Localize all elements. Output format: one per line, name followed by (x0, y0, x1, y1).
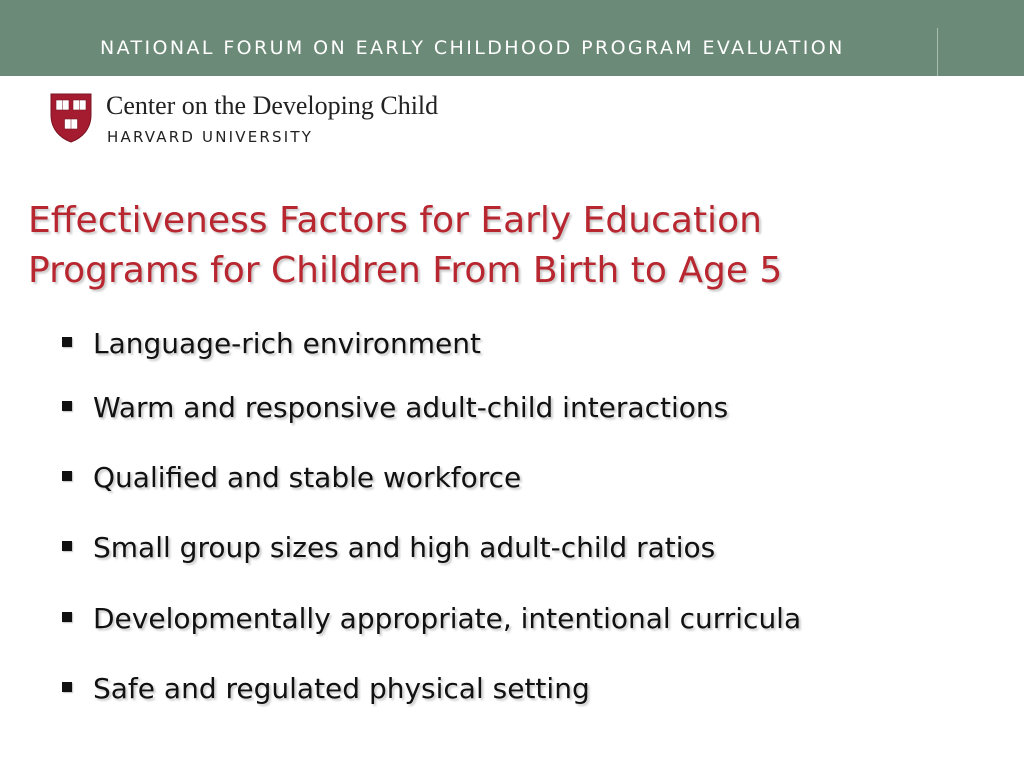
square-bullet-icon (62, 682, 72, 692)
banner-divider (937, 28, 938, 76)
bullet-text: Warm and responsive adult-child interactions (93, 391, 729, 424)
square-bullet-icon (62, 612, 72, 622)
bullet-text: Qualified and stable workforce (93, 461, 522, 494)
square-bullet-icon (62, 471, 72, 481)
bullet-text: Developmentally appropriate, intentional curricula (93, 602, 802, 635)
harvard-veritas-shield-icon (50, 93, 92, 143)
bullet-text: Safe and regulated physical setting (93, 672, 590, 705)
slide-title-line: Effectiveness Factors for Early Education (28, 200, 762, 241)
bullet-item (62, 671, 590, 707)
bullet-text: Language-rich environment (93, 327, 481, 360)
square-bullet-icon (62, 337, 72, 347)
square-bullet-icon (62, 541, 72, 551)
bullet-text: Small group sizes and high adult-child ratios (93, 531, 716, 564)
banner-title: NATIONAL FORUM ON EARLY CHILDHOOD PROGRAM EVALUATION (100, 37, 845, 59)
square-bullet-icon (62, 401, 72, 411)
bullet-item (62, 530, 715, 566)
slide-title (28, 196, 988, 296)
slide-title-line: Programs for Children From Birth to Age 5 (28, 250, 783, 291)
bullet-item (62, 326, 481, 362)
bullet-item (62, 390, 728, 426)
bullet-item (62, 460, 521, 496)
bullet-item (62, 601, 801, 637)
university-name: HARVARD UNIVERSITY (107, 128, 314, 146)
header-banner (0, 0, 1024, 76)
center-name: Center on the Developing Child (106, 91, 439, 120)
